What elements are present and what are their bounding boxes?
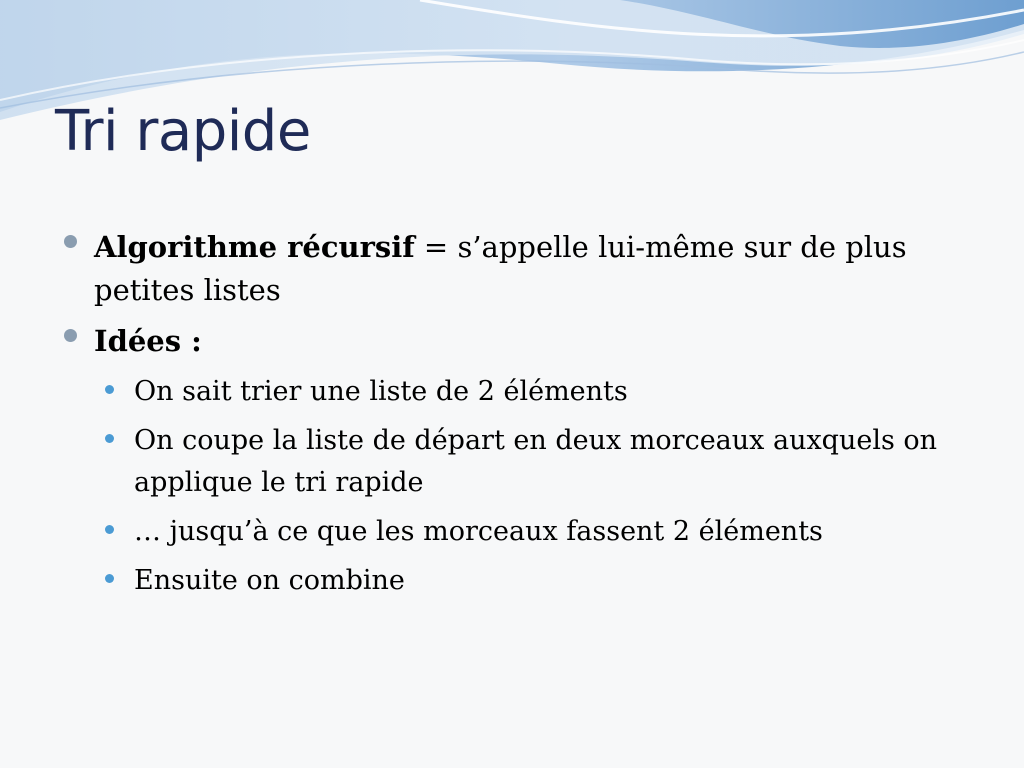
bullet-dot-icon <box>64 329 77 342</box>
sub-bullet-text: On coupe la liste de départ en deux morceaux auxquels on applique le tri rapide <box>134 425 938 498</box>
bullet-bold-text: Idées : <box>94 324 202 358</box>
sub-bullet-dot-icon <box>105 434 114 443</box>
bullet-dot-icon <box>64 235 77 248</box>
sub-bullet-item <box>105 420 974 504</box>
sub-bullet-dot-icon <box>105 574 114 583</box>
sub-bullet-dot-icon <box>105 385 114 394</box>
bullet-item <box>64 226 974 312</box>
bullet-item <box>64 320 974 363</box>
sub-bullet-item <box>105 371 974 413</box>
sub-bullet-dot-icon <box>105 525 114 534</box>
sub-bullet-item <box>105 511 974 553</box>
sub-bullet-text: … jusqu’à ce que les morceaux fassent 2 éléments <box>134 516 823 547</box>
sub-bullet-item <box>105 560 974 602</box>
slide-title: Tri rapide <box>55 99 311 164</box>
slide-content <box>64 226 974 609</box>
bullet-bold-text: Algorithme récursif <box>94 230 415 264</box>
bullet-text: = s’appelle lui-même sur de plus petites listes <box>94 230 907 307</box>
sub-bullet-text: Ensuite on combine <box>134 565 405 596</box>
sub-bullet-text: On sait trier une liste de 2 éléments <box>134 376 628 407</box>
